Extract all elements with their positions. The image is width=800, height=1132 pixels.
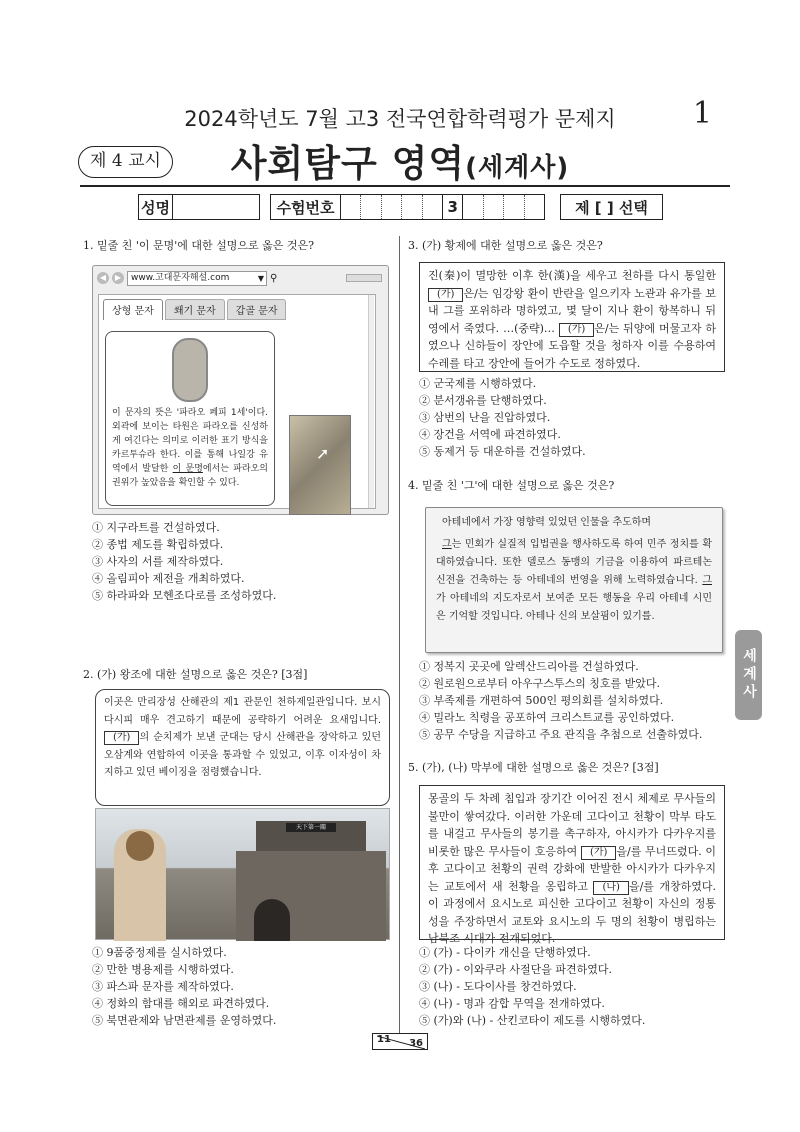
q3-blank-2: (가) bbox=[559, 323, 594, 337]
q2-options bbox=[92, 944, 392, 1029]
exam-number-box bbox=[270, 194, 545, 220]
search-icon[interactable]: ⚲ bbox=[270, 272, 278, 284]
page-footer bbox=[372, 1033, 428, 1050]
browser-content bbox=[98, 294, 376, 509]
hieroglyph-wall-image bbox=[289, 415, 351, 515]
back-arrow-icon[interactable]: ◀ bbox=[97, 272, 109, 284]
q1-option-1[interactable]: ① 지구라트를 건설하였다. bbox=[92, 521, 220, 534]
q5-option-4[interactable]: ④ (나) - 명과 감합 무역을 전개하였다. bbox=[419, 997, 605, 1010]
q2-option-3[interactable]: ③ 파스파 문자를 제작하였다. bbox=[92, 980, 234, 993]
q2-speech-bubble: 이곳은 만리장성 산해관의 제1 관문인 천하제일관입니다. 보시다시피 매우 견고하기 때문에 공략하기 어려운 요새입니다. (가) 의 순치제가 보낸 군대는 당시 산해관을 장악하고 있던 오삼계와 연합하여 이곳을 통과할 수 있었고, 이후 이자성이 차지하고 있던 베이징을 점령했습니다. bbox=[95, 689, 390, 806]
subject-title bbox=[0, 133, 800, 187]
scrollbar[interactable] bbox=[368, 295, 374, 508]
explanation-text: 이 문자의 뜻은 '파라오 페피 1세'이다. 외곽에 보이는 타원은 파라오를 신성하게 여긴다는 의미로 이러한 표기 방식을 카르투슈라 한다. 이를 통해 나일강 유역에서 발달한 이 문명에서는 파라오의 권위가 높았음을 확인할 수 있다. bbox=[112, 408, 268, 488]
q3-blank-1: (가) bbox=[428, 288, 463, 302]
forward-arrow-icon[interactable]: ▶ bbox=[112, 272, 124, 284]
q2-option-2[interactable]: ② 만한 병용제를 시행하였다. bbox=[92, 963, 234, 976]
footer-current: 11 bbox=[377, 1034, 391, 1045]
subject-main: 사회탐구 영역 bbox=[230, 142, 466, 185]
q5-blank-a: (가) bbox=[581, 846, 616, 860]
q5-passage: 몽골의 두 차례 침입과 장기간 이어진 전시 체제로 무사들의 불만이 쌓여갔다. 이러한 가운데 고다이고 천황이 막부 타도를 내걸고 무사들의 봉기를 촉구하자, 아시카가 다카우지를 비롯한 많은 무사들이 호응하여 (가) 을/를 무너뜨렸다. 이후 고다이고 천황의 권력 강화에 반발한 아시카가 다카우지는 교토에서 새 천황을 옹립하고 (나) 을/를 개창하였다. 이 과정에서 요시노로 피신한 고다이고 천황이 자신의 정통성을 주장하면서 교토와 요시노의 두 명의 천황이 병립하는 남북조 시대가 전개되었다. bbox=[419, 785, 725, 940]
q5-option-2[interactable]: ② (가) - 이와쿠라 사절단을 파견하였다. bbox=[419, 963, 613, 976]
browser-toolbar bbox=[93, 266, 388, 290]
q3-option-3[interactable]: ③ 삼번의 난을 진압하였다. bbox=[419, 411, 551, 424]
gate-arch bbox=[254, 899, 290, 941]
q4-option-1[interactable]: ① 정복지 곳곳에 알렉산드리아를 건설하였다. bbox=[419, 660, 639, 673]
q1-option-5[interactable]: ⑤ 하라파와 모헨조다로를 조성하였다. bbox=[92, 589, 277, 602]
cartouche-image bbox=[172, 338, 208, 402]
q5-option-3[interactable]: ③ (나) - 도다이사를 창건하였다. bbox=[419, 980, 577, 993]
explanation-panel bbox=[105, 331, 275, 506]
q3-passage: 진(秦)이 멸망한 이후 한(漢)을 세우고 천하를 다시 통일한 (가) 은/는 임강왕 환이 반란을 일으키자 노관과 유가를 보내 그를 포위하라 명하였고, 몇 달이 지나 환이 항복하니 뒤영에서 죽였다. …(중략)… (가) 은/는 뒤양에 머물고자 하였으나 신하들이 장안에 도읍할 것을 청하자 이를 수용하여 수레를 타고 장안에 들어가 수도로 정하였다. bbox=[419, 262, 725, 372]
q3-title: 3. (가) 황제에 대한 설명으로 옳은 것은? bbox=[408, 239, 603, 252]
q4-option-5[interactable]: ⑤ 공무 수당을 지급하고 주요 관직을 추첨으로 선출하였다. bbox=[419, 728, 703, 741]
q3-option-2[interactable]: ② 분서갱유를 단행하였다. bbox=[419, 394, 547, 407]
guide-hair bbox=[126, 831, 154, 861]
window-controls[interactable] bbox=[346, 274, 382, 282]
exam-number-digit: 3 bbox=[443, 195, 463, 219]
q5-option-5[interactable]: ⑤ (가)와 (나) - 산킨코타이 제도를 시행하였다. bbox=[419, 1014, 646, 1027]
name-label: 성명 bbox=[139, 195, 173, 219]
tab-bar bbox=[99, 295, 375, 320]
cursor-icon: ➚ bbox=[316, 444, 330, 463]
q2-option-1[interactable]: ① 9품중정제를 실시하였다. bbox=[92, 946, 227, 959]
q1-option-3[interactable]: ③ 사자의 서를 제작하였다. bbox=[92, 555, 224, 568]
q2-title: 2. (가) 왕조에 대한 설명으로 옳은 것은? [3점] bbox=[83, 668, 308, 681]
q4-option-4[interactable]: ④ 밀라노 칙령을 공포하여 크리스트교를 공인하였다. bbox=[419, 711, 675, 724]
q2-option-4[interactable]: ④ 정화의 함대를 해외로 파견하였다. bbox=[92, 997, 270, 1010]
header-divider bbox=[80, 185, 730, 187]
column-divider bbox=[399, 236, 400, 1034]
name-box bbox=[138, 194, 260, 220]
q1-title: 1. 밑줄 친 '이 문명'에 대한 설명으로 옳은 것은? bbox=[83, 239, 315, 252]
q5-title: 5. (가), (나) 막부에 대한 설명으로 옳은 것은? [3점] bbox=[408, 761, 659, 774]
choice-box[interactable]: 제 [ ] 선택 bbox=[560, 194, 663, 220]
q1-options bbox=[92, 519, 392, 604]
this-civilization-underline: 이 문명 bbox=[172, 464, 203, 474]
q2-blank: (가) bbox=[104, 731, 139, 745]
subject-sub: (세계사) bbox=[465, 153, 570, 183]
q3-option-5[interactable]: ⑤ 동제거 등 대운하를 건설하였다. bbox=[419, 445, 586, 458]
period-badge: 제 4 교시 bbox=[78, 146, 173, 178]
q1-browser bbox=[92, 265, 389, 515]
footer-total: 36 bbox=[409, 1038, 423, 1049]
q5-option-1[interactable]: ① (가) - 다이카 개신을 단행하였다. bbox=[419, 946, 591, 959]
tab-oracle-bone[interactable]: 갑골 문자 bbox=[227, 299, 287, 320]
subject-side-tab: 세계사 bbox=[735, 630, 762, 720]
q3-option-1[interactable]: ① 군국제를 시행하였다. bbox=[419, 377, 537, 390]
url-text: www.고대문자해설.com bbox=[131, 272, 230, 283]
q2-photo bbox=[95, 808, 390, 940]
q1-option-2[interactable]: ② 종법 제도를 확립하였다. bbox=[92, 538, 224, 551]
q5-blank-b: (나) bbox=[593, 881, 628, 895]
exam-number-label: 수험번호 bbox=[271, 195, 341, 219]
tab-cuneiform[interactable]: 쐐기 문자 bbox=[165, 299, 225, 320]
q3-options bbox=[419, 375, 729, 460]
name-field[interactable] bbox=[173, 195, 259, 219]
exam-number-field[interactable] bbox=[341, 195, 544, 219]
exam-title: 2024학년도 7월 고3 전국연합학력평가 문제지 bbox=[184, 107, 616, 131]
q1-option-4[interactable]: ④ 올림피아 제전을 개최하였다. bbox=[92, 572, 245, 585]
url-input[interactable] bbox=[127, 271, 267, 286]
q4-heading: 아테네에서 가장 영향력 있었던 인물을 추도하며 bbox=[442, 517, 652, 528]
page-number: 1 bbox=[692, 96, 712, 131]
dropdown-arrow-icon[interactable]: ▼ bbox=[257, 273, 264, 283]
q4-options bbox=[419, 658, 729, 743]
gate-sign: 天下第一關 bbox=[286, 823, 336, 832]
q2-option-5[interactable]: ⑤ 북면관제와 남면관제를 운영하였다. bbox=[92, 1014, 277, 1027]
tab-hieroglyph[interactable]: 상형 문자 bbox=[103, 299, 163, 320]
q3-option-4[interactable]: ④ 장건을 서역에 파견하였다. bbox=[419, 428, 561, 441]
q4-option-3[interactable]: ③ 부족제를 개편하여 500인 평의회를 설치하였다. bbox=[419, 694, 664, 707]
q4-title: 4. 밑줄 친 '그'에 대한 설명으로 옳은 것은? bbox=[408, 479, 615, 492]
q5-options bbox=[419, 944, 729, 1029]
q4-text: 그는 민회가 실질적 입법권을 행사하도록 하여 민주 정치를 확대하였습니다. 또한 델로스 동맹의 기금을 이용하여 파르테논 신전을 건축하는 등 아테네의 번영을 위해 노력하였습니다. 그가 아테네의 지도자로서 보여준 모든 행동을 우리 아테네 시민은 기억할 것입니다. 아테나 신의 보살핌이 있기를. bbox=[436, 539, 712, 622]
q4-eulogy-scroll bbox=[425, 507, 723, 653]
q4-option-2[interactable]: ② 원로원으로부터 아우구스투스의 칭호를 받았다. bbox=[419, 677, 661, 690]
